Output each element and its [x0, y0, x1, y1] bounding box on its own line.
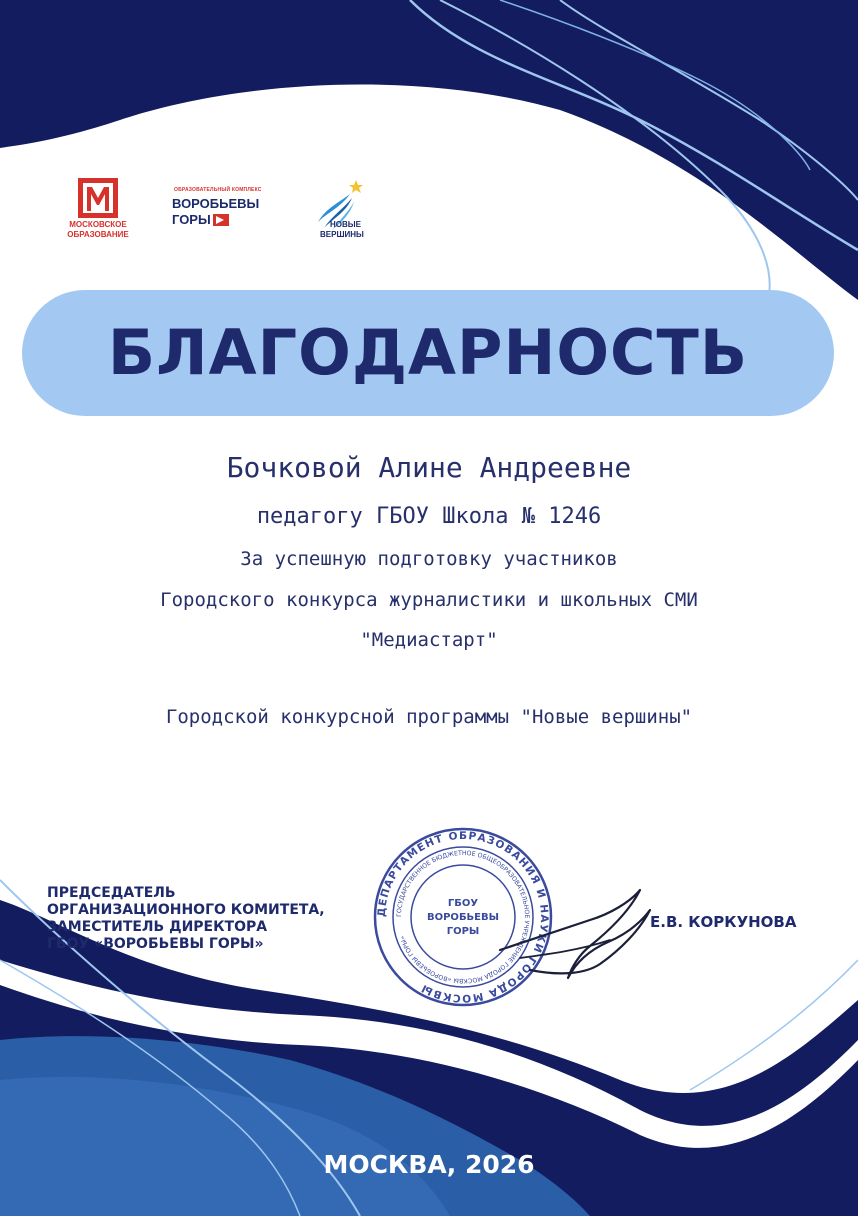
seal-inner-text: ГОСУДАРСТВЕННОЕ БЮДЖЕТНОЕ ОБЩЕОБРАЗОВАТЕЛЬНОЕ УЧРЕЖДЕНИЕ ГОРОДА МОСКВЫ «ВОРОБЬЕВЫ ГОРЫ»: [395, 849, 531, 985]
vorobyovy-gory-logo: [172, 187, 292, 237]
novye-vershiny-line2: ВЕРШИНЫ: [320, 230, 364, 239]
handwritten-signature: [490, 880, 660, 990]
recipient-name: Бочковой Алине Андреевне: [226, 451, 632, 484]
signer-title-line: ПРЕДСЕДАТЕЛЬ: [47, 885, 176, 901]
reason-line-3: "Медиастарт": [360, 629, 498, 651]
vorobyovy-gory-line2: ГОРЫ: [172, 212, 211, 227]
signer-title: [47, 885, 325, 953]
seal-center-line-3: ГОРЫ: [446, 926, 480, 937]
program-line: Городской конкурсной программы "Новые вершины": [165, 706, 693, 728]
recipient-position: педагогу ГБОУ Школа № 1246: [256, 504, 602, 529]
vorobyovy-gory-line1: ВОРОБЬЕВЫ: [172, 196, 260, 211]
signer-name: Е.В. КОРКУНОВА: [650, 913, 797, 931]
moscow-education-logo: [62, 178, 134, 250]
reason-line-1: За успешную подготовку участников: [240, 548, 618, 570]
reason-line-2: Городского конкурса журналистики и школьных СМИ: [160, 589, 698, 611]
seal-outer-text: ДЕПАРТАМЕНТ ОБРАЗОВАНИЯ И НАУКИ ГОРОДА МОСКВЫ: [375, 829, 551, 1005]
seal-center-line-2: ВОРОБЬЕВЫ: [426, 912, 500, 923]
footer-city-year: МОСКВА, 2026: [323, 1150, 535, 1179]
moscow-education-label: МОСКОВСКОЕ ОБРАЗОВАНИЕ: [67, 220, 129, 239]
novye-vershiny-logo: [306, 176, 386, 252]
certificate-title: БЛАГОДАРНОСТЬ: [107, 316, 749, 389]
vorobyovy-gory-icon: [213, 214, 229, 226]
signer-title-line: ГБОУ «ВОРОБЬЕВЫ ГОРЫ»: [47, 936, 264, 952]
novye-vershiny-line1: НОВЫЕ: [330, 220, 361, 229]
title-banner: [22, 290, 834, 416]
signer-title-line: ОРГАНИЗАЦИОННОГО КОМИТЕТА,: [47, 902, 325, 918]
novye-vershiny-label: [320, 220, 364, 240]
seal-center-line-1: ГБОУ: [447, 898, 479, 909]
moscow-education-icon: [78, 178, 118, 218]
vorobyovy-gory-subtitle: ОБРАЗОВАТЕЛЬНЫЙ КОМПЛЕКС: [174, 187, 262, 193]
signer-title-line: ЗАМЕСТИТЕЛЬ ДИРЕКТОРА: [47, 919, 268, 935]
